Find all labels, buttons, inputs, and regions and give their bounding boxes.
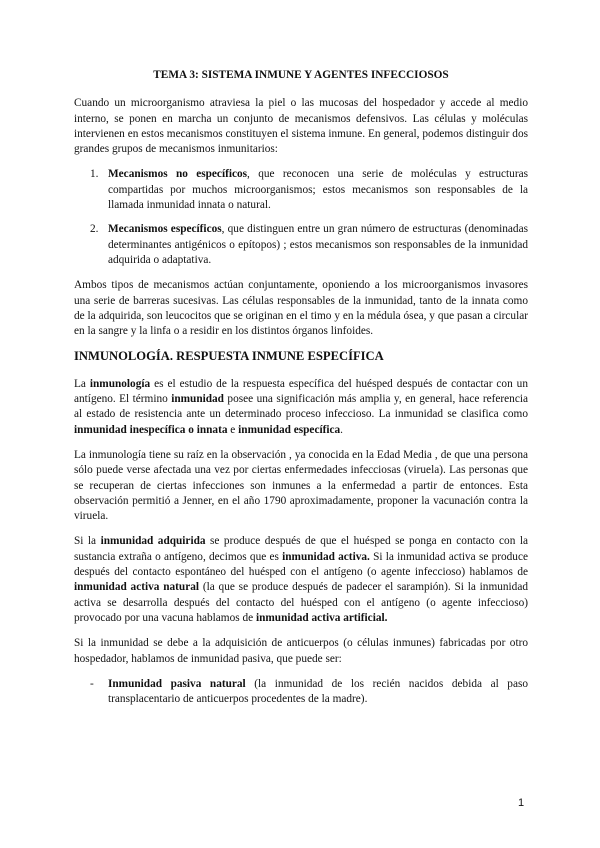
- text-run: (la que se produce después de padecer el sarampión). Si la inmunidad activa se desarrolla después del contacto del huésped con el antígeno (o agente infeccioso) provocado por una vacuna hablamos de: [74, 581, 528, 624]
- list-marker: 2.: [90, 223, 99, 236]
- bold-term: inmunidad: [171, 393, 224, 406]
- bold-term: inmunidad activa natural: [74, 581, 200, 594]
- bold-term: inmunidad inespecífica o innata: [74, 423, 228, 436]
- list-item: [74, 222, 528, 268]
- passive-immunity-list: [74, 677, 528, 708]
- list-item-term: Inmunidad pasiva natural: [108, 677, 246, 690]
- list-item-term: Mecanismos no específicos: [108, 168, 248, 181]
- page-number: 1: [518, 797, 525, 809]
- text-run: es el estudio de la respuesta específica del huésped después de contactar con un antígeno. El término: [74, 377, 528, 406]
- mechanisms-list: [74, 167, 528, 268]
- intro-paragraph: Cuando un microorganismo atraviesa la piel o las mucosas del hospedador y accede al medio interno, se ponen en marcha un conjunto de mecanismos defensivos. Las células y moléculas intervienen en estos mecanismos constituyen el sistema inmune. En general, podemos distinguir dos grandes grupos de mecanismos inmunitarios:: [74, 97, 528, 156]
- text-run: se produce después de que el huésped se ponga en contacto con la sustancia extraña o antígeno, decimos que es: [74, 535, 528, 563]
- bold-term: inmunidad adquirida: [100, 535, 206, 548]
- list-item-text: (la inmunidad de los recién nacidos debida al paso transplacentario de anticuerpos procedentes de la madre).: [108, 677, 528, 706]
- bold-term: inmunología: [89, 377, 151, 390]
- text-run: posee una significación más amplia y, en general, hace referencia al estado de resistencia ante un determinado proceso infeccioso. La inmunidad se clasifica como: [74, 393, 528, 421]
- document-content: [74, 68, 528, 717]
- list-item-term: Mecanismos específicos: [108, 223, 222, 236]
- section-heading: INMUNOLOGÍA. RESPUESTA INMUNE ESPECÍFICA: [74, 349, 384, 364]
- bold-term: inmunidad activa.: [282, 550, 370, 563]
- text-run: .: [340, 423, 343, 436]
- text-run: La: [74, 377, 90, 390]
- list-item: [74, 167, 528, 213]
- pasiva-paragraph: Si la inmunidad se debe a la adquisición de anticuerpos (o células inmunes) fabricadas por otro hospedador, hablamos de inmunidad pasiva, que puede ser:: [74, 637, 528, 665]
- inmunologia-paragraph: [74, 377, 528, 438]
- text-run: e: [227, 423, 239, 436]
- bold-term: inmunidad específica: [238, 423, 341, 436]
- list-marker: -: [90, 677, 94, 690]
- list-item-text: , que reconocen una serie de moléculas y estructuras compartidas por muchos microorganismos; estos mecanismos son responsables de la llamada inmunidad innata o natural.: [108, 168, 528, 212]
- adquirida-paragraph: [74, 534, 528, 626]
- raiz-paragraph: La inmunología tiene su raíz en la observación , ya conocida en la Edad Media , de que una persona sólo puede verse afectada una vez por ciertas enfermedades infecciosas (viruela). Las personas que se recuperan de ciertas infecciones son inmunes a la enfermedad a partir de entonces. Esta observación permitió a Jenner, en el año 1790 aproximadamente, proponer la vacunación contra la viruela.: [74, 448, 528, 523]
- list-item-text: , que distinguen entre un gran número de estructuras (denominadas determinantes antigénicos o epítopos) ; estos mecanismos son responsables de la inmunidad adquirida o adaptativa.: [108, 223, 528, 266]
- list-item: [74, 677, 528, 708]
- text-run: Si la inmunidad activa se produce después del contacto espontáneo del huésped con el antígeno (o agente infeccioso) hablamos de: [74, 550, 528, 579]
- list-marker: 1.: [90, 168, 99, 181]
- document-title: TEMA 3: SISTEMA INMUNE Y AGENTES INFECCIOSOS: [153, 69, 449, 81]
- ambos-paragraph: Ambos tipos de mecanismos actúan conjuntamente, oponiendo a los microorganismos invasores una serie de barreras sucesivas. Las células responsables de la inmunidad, tanto de la innata como de la adquirida, son leucocitos que se originan en el timo y en la médula ósea, y que pasan a circular en la sangre y la linfa o a residir en los distintos órganos linfoides.: [74, 279, 528, 338]
- text-run: Si la: [74, 535, 101, 548]
- bold-term: inmunidad activa artificial.: [255, 611, 388, 624]
